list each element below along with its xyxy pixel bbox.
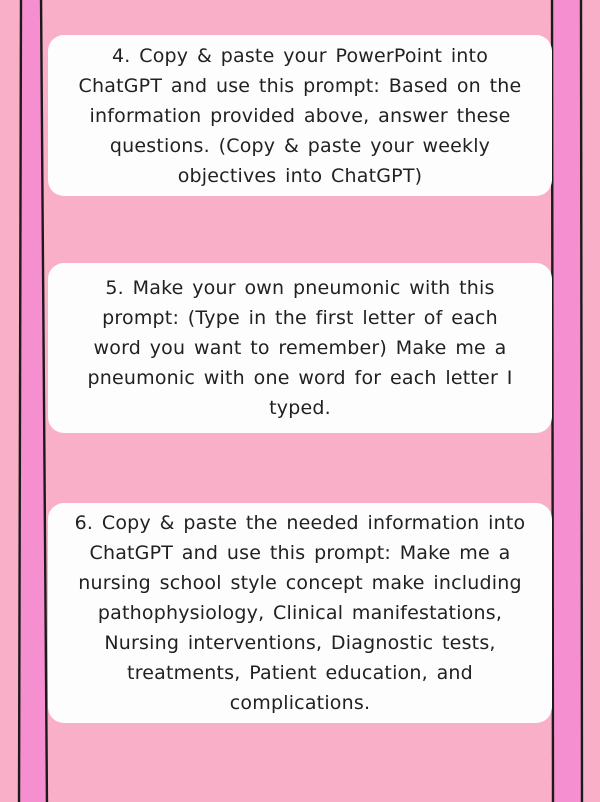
tip-5-line-5: typed. — [269, 397, 331, 419]
tip-4-line-2: ChatGPT and use this prompt: Based on the — [78, 74, 522, 97]
tip-5-line-3: word you want to remember) Make me a — [93, 337, 507, 359]
tip-6-line-2: ChatGPT and use this prompt: Make me a — [89, 542, 511, 564]
tip-card-4 — [48, 35, 552, 196]
tip-6-line-4: pathophysiology, Clinical manifestations, — [97, 602, 503, 624]
right-stripe — [552, 0, 582, 802]
tip-4-line-5: objectives into ChatGPT) — [177, 164, 423, 187]
tip-5-line-1: 5. Make your own pneumonic with this — [105, 277, 495, 299]
tip-4-line-3: information provided above, answer these — [89, 104, 511, 127]
tip-card-6 — [48, 503, 552, 723]
tip-4-line-4: questions. (Copy & paste your weekly — [109, 134, 491, 157]
right-stripe-outer-line — [581, 0, 582, 802]
tip-6-line-6: treatments, Patient education, and — [127, 662, 473, 684]
tip-5-line-4: pneumonic with one word for each letter I — [87, 367, 513, 389]
right-stripe-inner-line — [552, 0, 553, 802]
tip-6-line-7: complications. — [229, 692, 371, 714]
tip-6-line-5: Nursing interventions, Diagnostic tests, — [104, 632, 496, 654]
tip-6-line-1: 6. Copy & paste the needed information into — [74, 512, 526, 534]
tip-5-line-2: prompt: (Type in the first letter of each — [102, 307, 498, 329]
tip-6-line-3: nursing school style concept make including — [78, 572, 522, 594]
tip-card-5 — [48, 263, 552, 433]
tip-4-line-1: 4. Copy & paste your PowerPoint into — [111, 44, 489, 67]
